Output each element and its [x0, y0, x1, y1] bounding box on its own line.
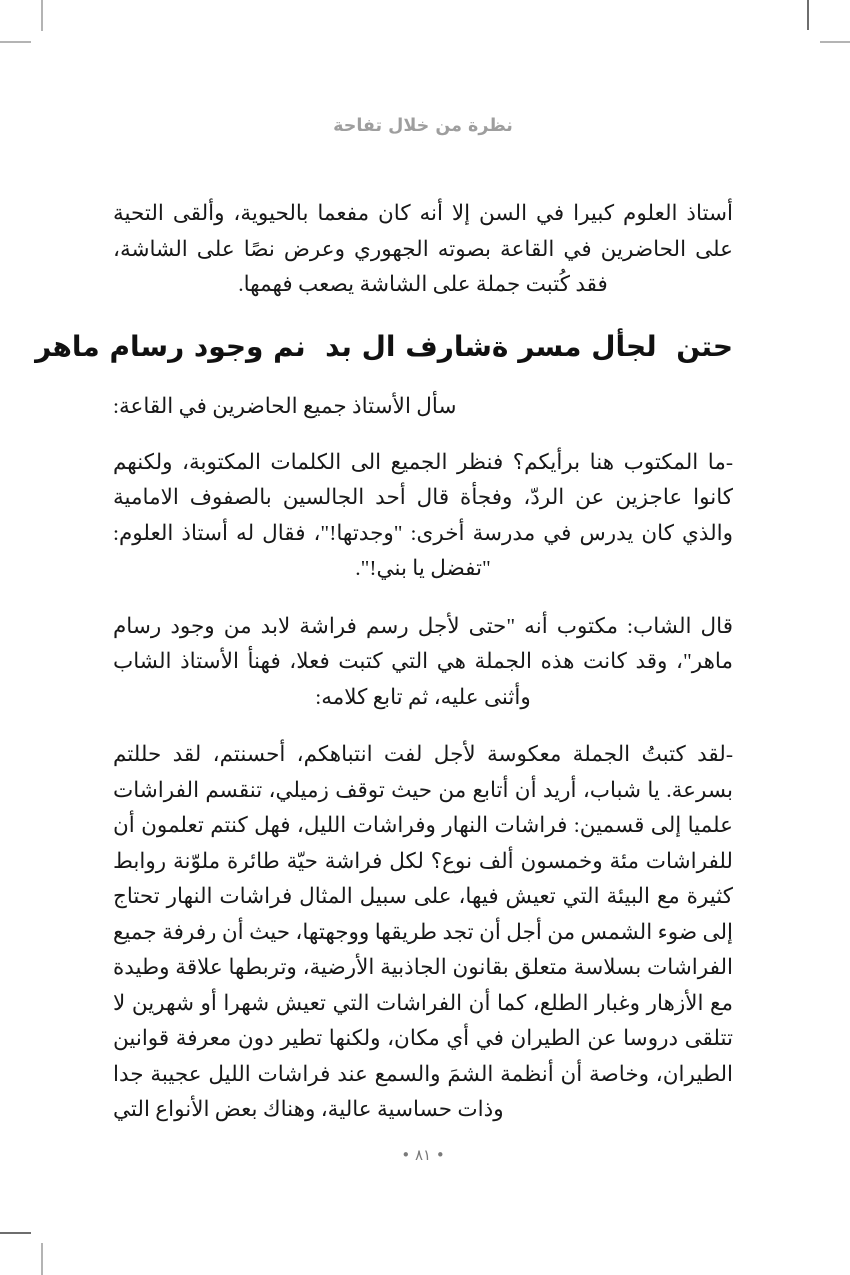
paragraph-professor-lecture: -لقد كتبتُ الجملة معكوسة لأجل لفت انتباهكم، أحسنتم، لقد حللتم بسرعة. يا شباب، أريد أن أتابع من حيث توقف زميلي، تنقسم الفراشات علميا إلى قسمين: فراشات النهار وفراشات الليل، فهل كنتم تعلمون أن للفراشات مئة وخمسون ألف نوع؟ لكل فراشة حيّة طائرة ملوّنة روابط كثيرة مع البيئة التي تعيش فيها، على سبيل المثال فراشات النهار تحتاج إلى ضوء الشمس من أجل أن تجد طريقها ووجهتها، حيث أن رفرفة جميع الفراشات بسلاسة متعلق بقانون الجاذبية الأرضية، وتربطها علاقة وطيدة مع الأزهار وغبار الطلع، كما أن الفراشات التي تعيش شهرا أو شهرين لا تتلقى دروسا عن الطيران في أي مكان، ولكنها تطير دون معرفة قوانين الطيران، وخاصة أن أنظمة الشمَ والسمع عند فراشات الليل عجيبة جدا وذات حساسية عالية، وهناك بعض الأنواع التي: [113, 742, 733, 1121]
crop-mark-top-left-horizontal: [0, 41, 31, 43]
crop-mark-bottom-left-vertical: [41, 1243, 43, 1275]
body-text: [35, 196, 733, 1150]
paragraph-dialogue: -ما المكتوب هنا برأيكم؟ فنظر الجميع الى الكلمات المكتوبة، ولكنهم كانوا عاجزين عن الردّ، وفجأة قال أحد الجالسين بالصفوف الامامية والذي كان يدرس في مدرسة أخرى: "وجدتها!"، فقال له أستاذ العلوم: "تفضل يا بني!".: [113, 449, 733, 580]
running-head: نظرة من خلال تفاحة: [333, 116, 513, 136]
crop-mark-top-left-vertical: [41, 0, 43, 31]
crop-mark-top-right-horizontal: [820, 41, 850, 43]
paragraph-intro: أستاذ العلوم كبيرا في السن إلا أنه كان مفعما بالحيوية، وألقى التحية على الحاضرين في القاعة بصوته الجهوري وعرض نصًا على الشاشة، فقد كُتبت جملة على الشاشة يصعب فهمها.: [113, 201, 733, 296]
crop-mark-top-right-vertical: [807, 0, 809, 30]
crop-mark-bottom-left-horizontal: [0, 1232, 31, 1234]
question-line: سأل الأستاذ جميع الحاضرين في القاعة:: [113, 393, 457, 418]
paragraph-young-man-answer: قال الشاب: مكتوب أنه "حتى لأجل رسم فراشة لابد من وجود رسام ماهر"، وقد كانت هذه الجملة هي التي كتبت فعلا، فهنأ الأستاذ الشاب وأثنى عليه، ثم تابع كلامه:: [113, 613, 733, 709]
text-column: [35, 0, 733, 1275]
page-number: • ٨١ •: [401, 1146, 445, 1164]
reversed-sentence-heading: حتن لجأل مسر ةشارف ال بد نم وجود رسام ماهر: [35, 329, 733, 363]
